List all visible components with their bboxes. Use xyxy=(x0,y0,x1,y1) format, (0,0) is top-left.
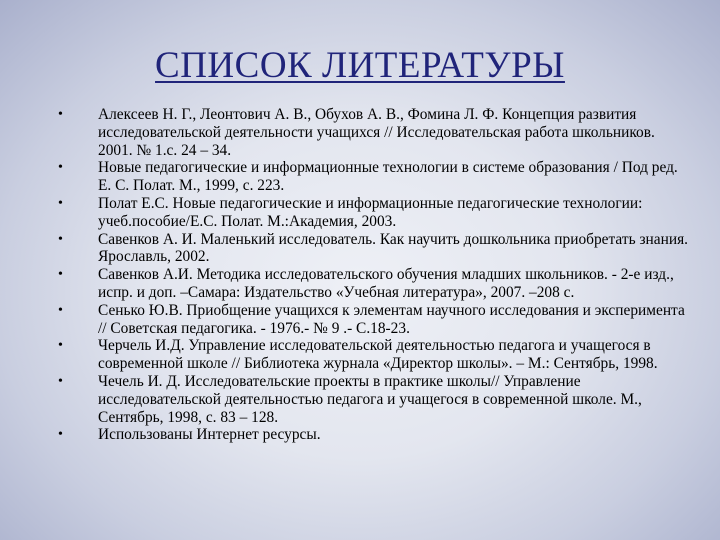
list-item xyxy=(40,231,690,267)
list-item xyxy=(40,106,690,159)
list-item xyxy=(40,337,690,373)
bullet-icon: • xyxy=(58,373,63,389)
list-item xyxy=(40,266,690,302)
reference-text: Чечель И. Д. Исследовательские проекты в практике школы// Управление исследовательской деятельностью педагога и учащегося в современной школе. М., Сентябрь, 1998, с. 83 – 128. xyxy=(98,372,642,426)
list-item xyxy=(40,302,690,338)
reference-text: Полат Е.С. Новые педагогические и информационные педагогические технологии: учеб.пособие/Е.С. Полат. М.:Академия, 2003. xyxy=(98,194,643,230)
bullet-icon: • xyxy=(58,107,63,122)
bullet-icon: • xyxy=(58,302,63,318)
bullet-icon: • xyxy=(58,427,63,443)
reference-text: Новые педагогические и информационные технологии в системе образования / Под ред. Е. С. Полат. М., 1999, с. 223. xyxy=(98,159,678,195)
bullet-icon: • xyxy=(58,160,63,176)
list-item xyxy=(40,159,690,195)
bullet-icon: • xyxy=(58,231,63,247)
bullet-icon: • xyxy=(58,267,63,283)
list-item xyxy=(40,426,690,444)
list-item xyxy=(40,195,690,231)
reference-text: Использованы Интернет ресурсы. xyxy=(98,426,321,444)
reference-text: Савенков А. И. Маленький исследователь. Как научить дошкольника приобретать знания. Ярославль, 2002. xyxy=(98,230,688,266)
list-item xyxy=(40,373,690,426)
reference-list xyxy=(40,106,690,444)
page-title: СПИСОК ЛИТЕРАТУРЫ xyxy=(155,45,565,86)
reference-text: Сенько Ю.В. Приобщение учащихся к элементам научного исследования и эксперимента // Советская педагогика. - 1976.- № 9 .- С.18-23. xyxy=(98,301,685,337)
bullet-icon: • xyxy=(58,338,63,354)
reference-text: Алексеев Н. Г., Леонтович А. В., Обухов А. В., Фомина Л. Ф. Концепция развития исследовательской деятельности учащихся // Исследовательская работа школьников. 2001. № 1.с. 24 – 34. xyxy=(98,106,655,159)
reference-text: Черчель И.Д. Управление исследовательской деятельностью педагога и учащегося в современной школе // Библиотека журнала «Директор школы». – М.: Сентябрь, 1998. xyxy=(98,337,658,373)
bullet-icon: • xyxy=(58,195,63,211)
reference-text: Савенков А.И. Методика исследовательского обучения младших школьников. - 2-е изд., испр. и доп. –Самара: Издательство «Учебная литература», 2007. –208 с. xyxy=(98,266,674,301)
